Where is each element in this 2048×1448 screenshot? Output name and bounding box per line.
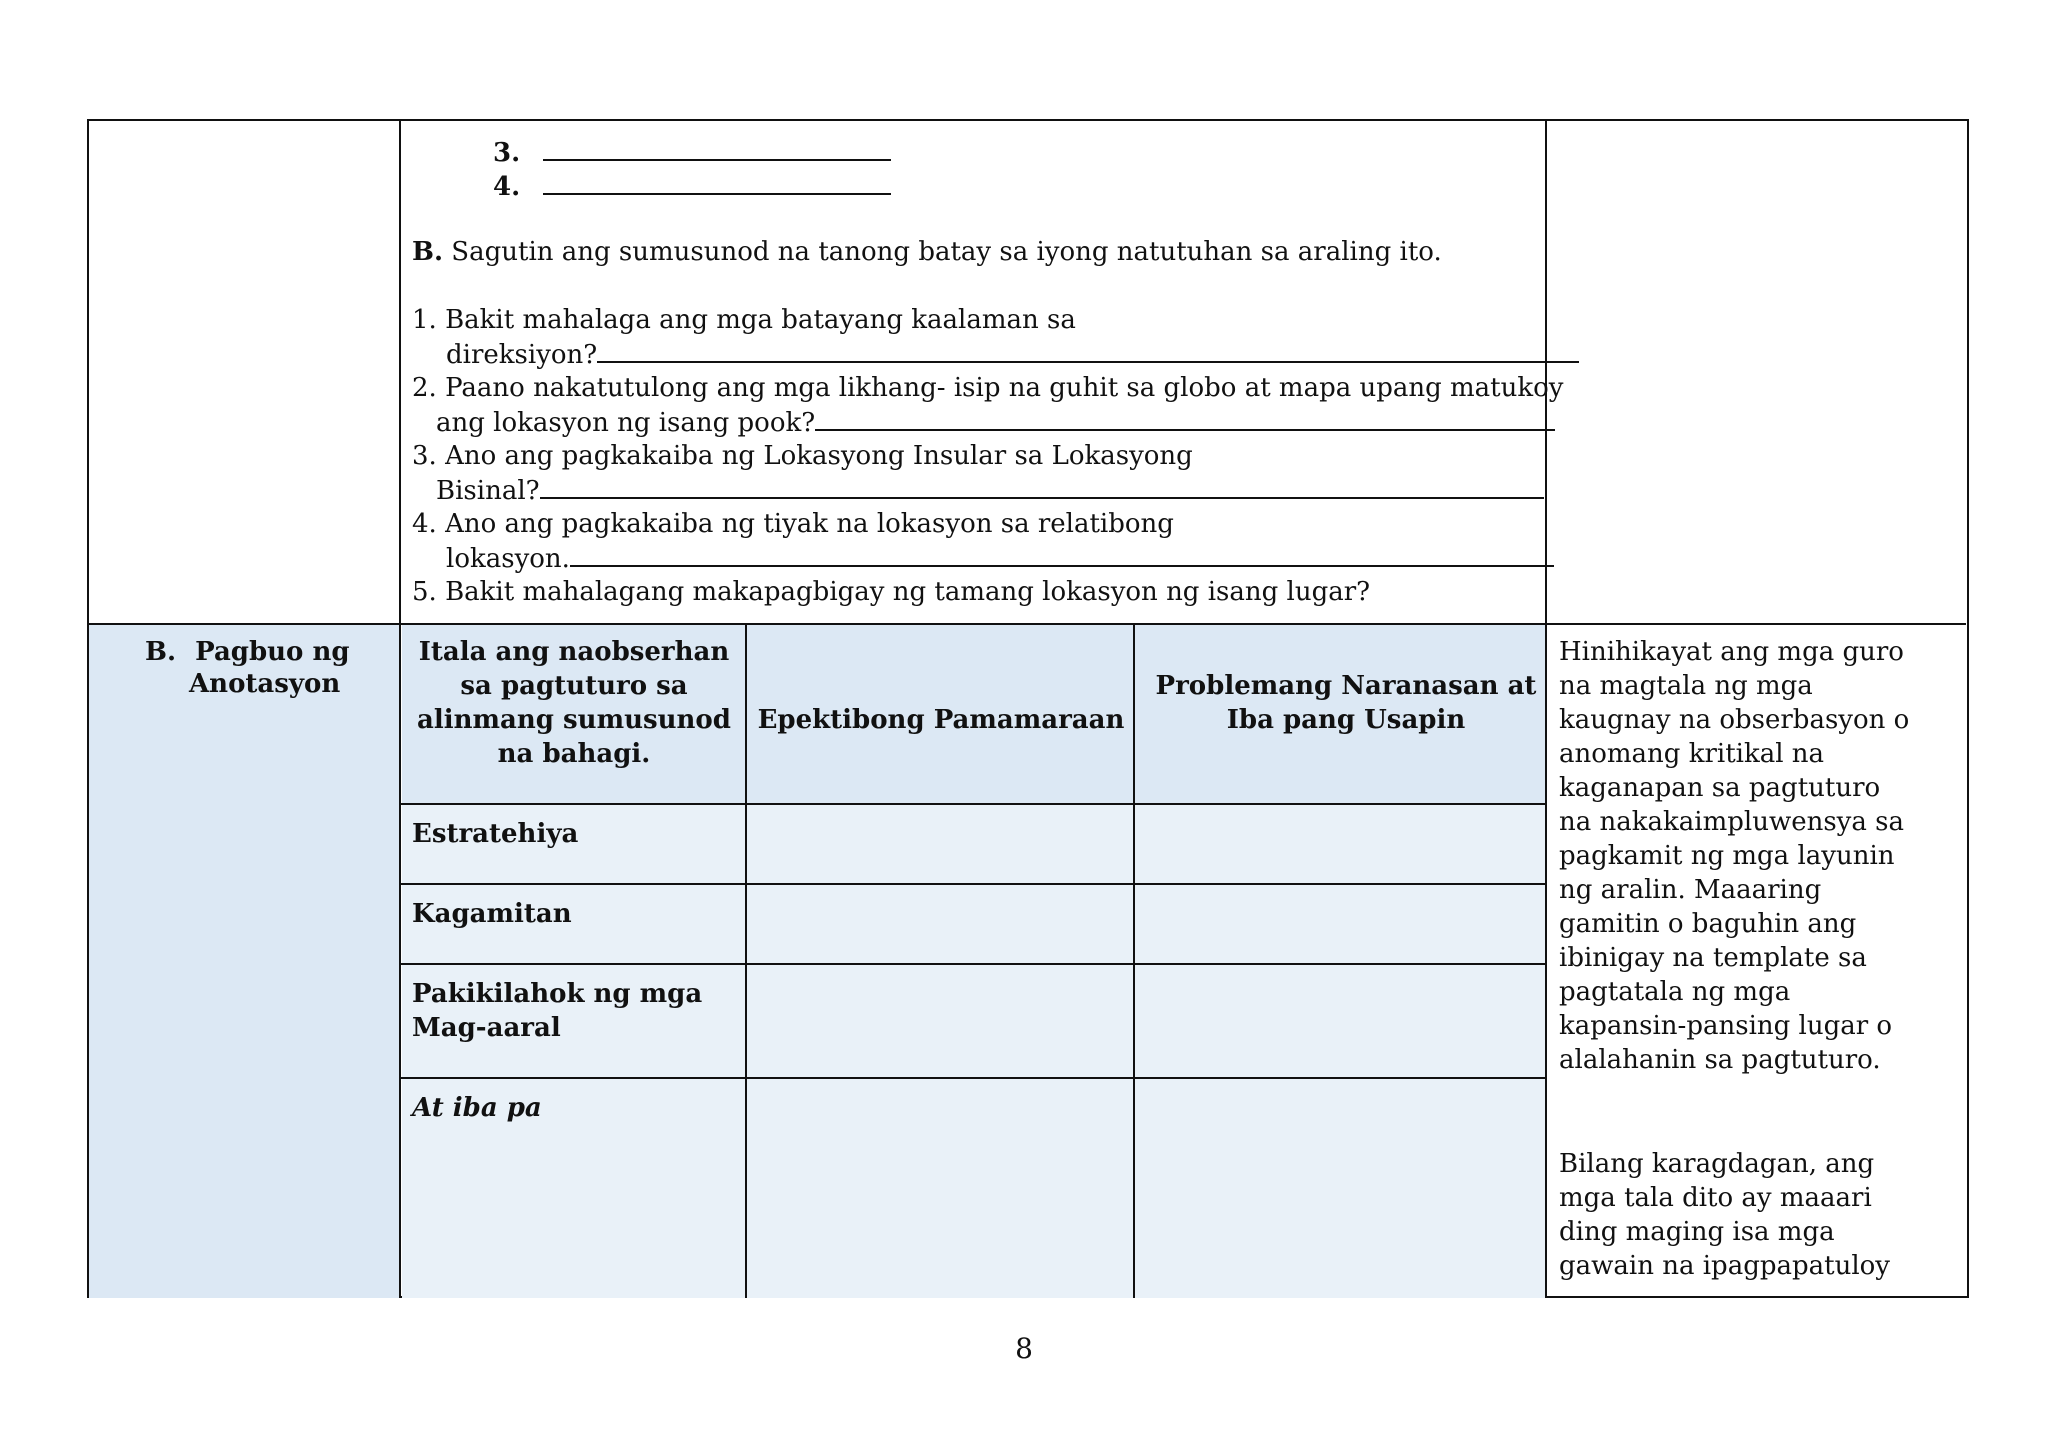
note-line: Hinihikayat ang mga guro [1559,637,1904,667]
list-item [493,169,891,204]
lesson-plan-table [87,119,1969,1298]
note-line: kaganapan sa pagtuturo [1559,773,1881,803]
question-5 [412,575,1370,609]
section-b-label-line2 [189,667,340,701]
header-problems: Problemang Naranasan at Iba pang Usapin [1155,671,1537,735]
question-1 [412,303,1076,337]
question-text: 3. Ano ang pagkakaiba ng Lokasyong Insular sa Lokasyong [412,441,1193,471]
note-line: pagtatala ng mga [1559,977,1791,1007]
question-3 [412,439,1193,473]
part-b-instruction [412,235,1442,269]
section-b-title-line1: Pagbuo ng [195,637,350,667]
question-3-answer-line [436,473,1544,508]
section-b-label [145,635,350,669]
note-line: pagkamit ng mga layunin [1559,841,1895,871]
answer-blank [543,169,891,195]
table-divider [745,623,747,1298]
note-line: ibinigay na template sa [1559,943,1867,973]
note-line: Bilang karagdagan, ang [1559,1149,1875,1179]
row-label-others: At iba pa [412,1093,542,1123]
question-2-answer-line [436,405,1555,440]
table-divider [1545,121,1547,1298]
table-divider [399,1077,1547,1079]
question-text: 5. Bakit mahalagang makapagbigay ng tamang lokasyon ng isang lugar? [412,577,1371,607]
note-line: gamitin o baguhin ang [1559,909,1857,939]
header-observation: Itala ang naobserhan sa pagtuturo sa alinmang sumusunod na bahagi. [417,637,731,769]
table-divider [399,803,1547,805]
section-b-label-cell [89,625,400,1298]
header-effective-method: Epektibong Pamamaraan [757,705,1125,735]
question-text: Bisinal? [436,476,540,506]
table-divider [399,883,1547,885]
table-divider [399,121,401,1298]
answer-blank [815,405,1555,431]
row-label-materials: Kagamitan [412,899,572,929]
answer-blank [543,135,891,161]
note-line: kaugnay na obserbasyon o [1559,705,1910,735]
note-line: gawain na ipagpapatuloy [1559,1251,1890,1281]
table-divider [89,623,1966,625]
part-b-letter: B. [412,237,444,267]
note-line: ding maging isa mga [1559,1217,1835,1247]
question-4 [412,507,1174,541]
question-1-answer-line [446,337,1579,372]
note-line: ng aralin. Maaaring [1559,875,1822,905]
note-line: na magtala ng mga [1559,671,1813,701]
list-item-number: 4. [493,172,521,202]
row-label-strategy: Estratehiya [412,819,579,849]
question-text: direksiyon? [446,340,598,370]
part-b-text: Sagutin ang sumusunod na tanong batay sa iyong natutuhan sa araling ito. [451,237,1442,267]
list-item [493,135,891,170]
note-line: alalahanin sa pagtuturo. [1559,1045,1881,1075]
section-b-letter: B. [145,637,177,667]
note-line: anomang kritikal na [1559,739,1825,769]
table-divider [399,963,1547,965]
question-text: ang lokasyon ng isang pook? [436,408,816,438]
question-2 [412,371,1563,405]
answer-blank [540,473,1544,499]
row-label-participation: Pakikilahok ng mga Mag-aaral [412,979,703,1043]
question-4-answer-line [446,541,1554,576]
annotation-body-rows [402,805,1545,1298]
answer-blank [570,541,1554,567]
section-b-title-line2: Anotasyon [189,669,341,699]
question-text: 2. Paano nakatutulong ang mga likhang- isip na guhit sa globo at mapa upang matukoy [412,373,1564,403]
question-text: 1. Bakit mahalaga ang mga batayang kaalaman sa [412,305,1076,335]
question-text: 4. Ano ang pagkakaiba ng tiyak na lokasyon sa relatibong [412,509,1174,539]
list-item-number: 3. [493,138,521,168]
answer-blank [597,337,1579,363]
table-divider [1133,623,1135,1298]
note-line: kapansin-pansing lugar o [1559,1011,1893,1041]
note-line: na nakakaimpluwensya sa [1559,807,1904,837]
question-text: lokasyon. [446,544,570,574]
note-line: mga tala dito ay maaari [1559,1183,1872,1213]
page-number: 8 [1015,1332,1033,1365]
